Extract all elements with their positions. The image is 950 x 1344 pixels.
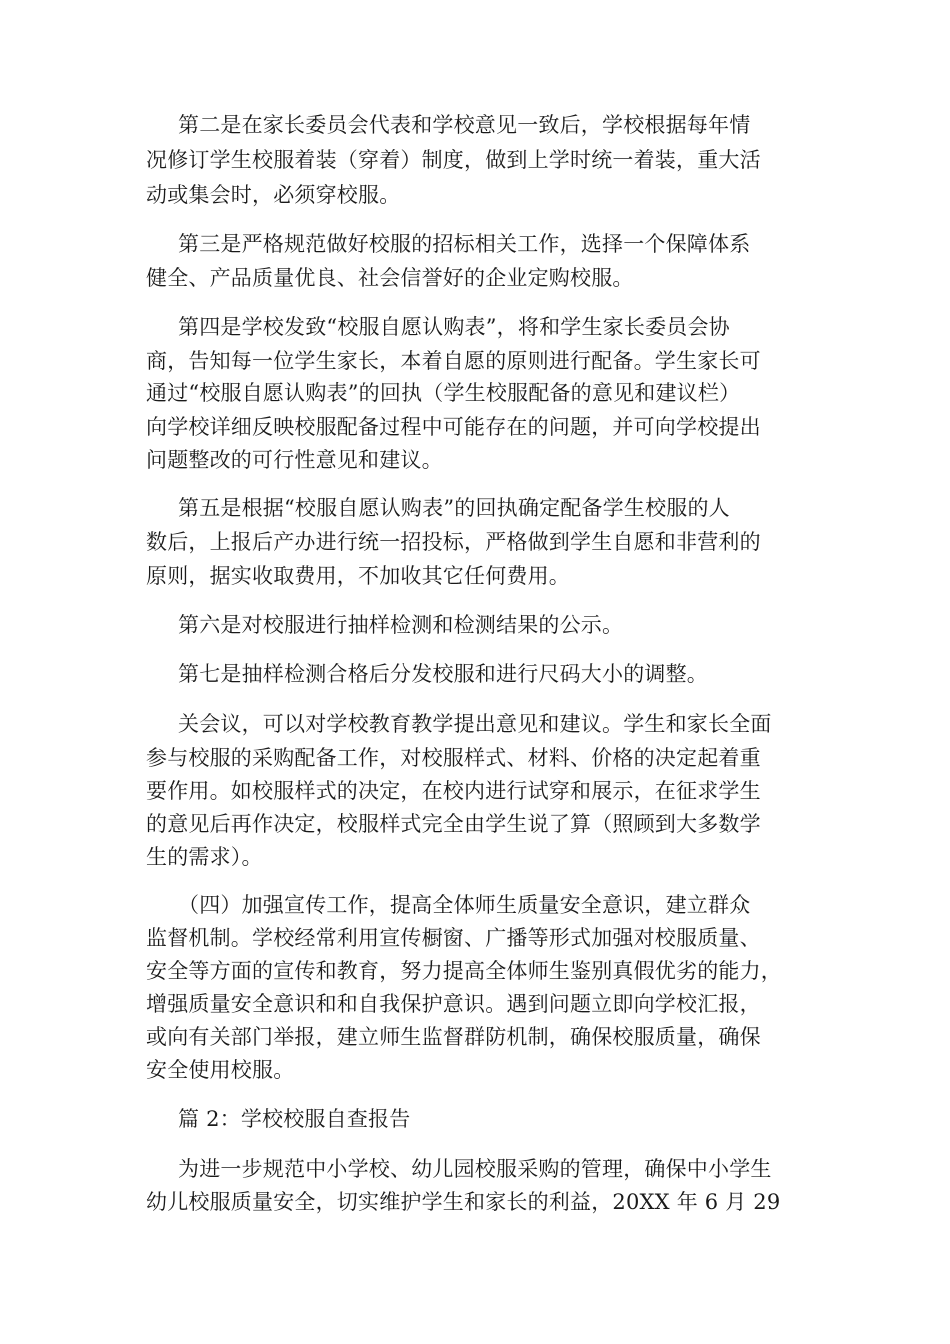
text-line: 生的需求）。: [146, 845, 263, 869]
text-line: 通过“校服自愿认购表”的回执（学生校服配备的意见和建议栏）: [146, 381, 741, 405]
text-line: 增强质量安全意识和和自我保护意识。遇到问题立即向学校汇报，: [146, 992, 761, 1016]
text-line: 第六是对校服进行抽样检测和检测结果的公示。: [178, 613, 624, 637]
text-line: 问题整改的可行性意见和建议。: [146, 448, 443, 472]
text-line: 或向有关部门举报，建立师生监督群防机制，确保校服质量，确保: [146, 1025, 761, 1049]
text-line: 为进一步规范中小学校、幼儿园校服采购的管理，确保中小学生: [178, 1157, 772, 1181]
text-line: 第七是抽样检测合格后分发校服和进行尺码大小的调整。: [178, 662, 708, 686]
text-line: 向学校详细反映校服配备过程中可能存在的问题，并可向学校提出: [146, 415, 761, 439]
text-line: 第四是学校发致“校服自愿认购表”，将和学生家长委员会协: [178, 315, 730, 339]
text-line: 幼儿校服质量安全，切实维护学生和家长的利益，20XX 年 6 月 29: [146, 1190, 781, 1214]
text-line: （四）加强宣传工作，提高全体师生质量安全意识，建立群众: [178, 893, 751, 917]
text-line: 安全等方面的宣传和教育，努力提高全体师生鉴别真假优劣的能力，: [146, 959, 782, 983]
text-line: 的意见后再作决定，校服样式完全由学生说了算（照顾到大多数学: [146, 812, 761, 836]
text-line: 参与校服的采购配备工作，对校服样式、材料、价格的决定起着重: [146, 746, 761, 770]
text-line: 动或集会时，必须穿校服。: [146, 183, 401, 207]
text-line: 原则，据实收取费用，不加收其它任何费用。: [146, 564, 570, 588]
text-line: 第五是根据“校服自愿认购表”的回执确定配备学生校服的人: [178, 496, 730, 520]
text-line: 篇 2：学校校服自查报告: [178, 1107, 411, 1131]
text-line: 数后，上报后产办进行统一招投标，严格做到学生自愿和非营利的: [146, 530, 761, 554]
text-line: 健全、产品质量优良、社会信誉好的企业定购校服。: [146, 266, 634, 290]
text-line: 第二是在家长委员会代表和学校意见一致后，学校根据每年情: [178, 113, 751, 137]
text-line: 监督机制。学校经常利用宣传橱窗、广播等形式加强对校服质量、: [146, 926, 761, 950]
text-line: 关会议，可以对学校教育教学提出意见和建议。学生和家长全面: [178, 712, 772, 736]
text-line: 况修订学生校服着装（穿着）制度，做到上学时统一着装，重大活: [146, 148, 761, 172]
text-line: 商，告知每一位学生家长，本着自愿的原则进行配备。学生家长可: [146, 349, 761, 373]
text-line: 第三是严格规范做好校服的招标相关工作，选择一个保障体系: [178, 232, 751, 256]
text-line: 要作用。如校服样式的决定，在校内进行试穿和展示，在征求学生: [146, 779, 761, 803]
text-line: 安全使用校服。: [146, 1058, 295, 1082]
